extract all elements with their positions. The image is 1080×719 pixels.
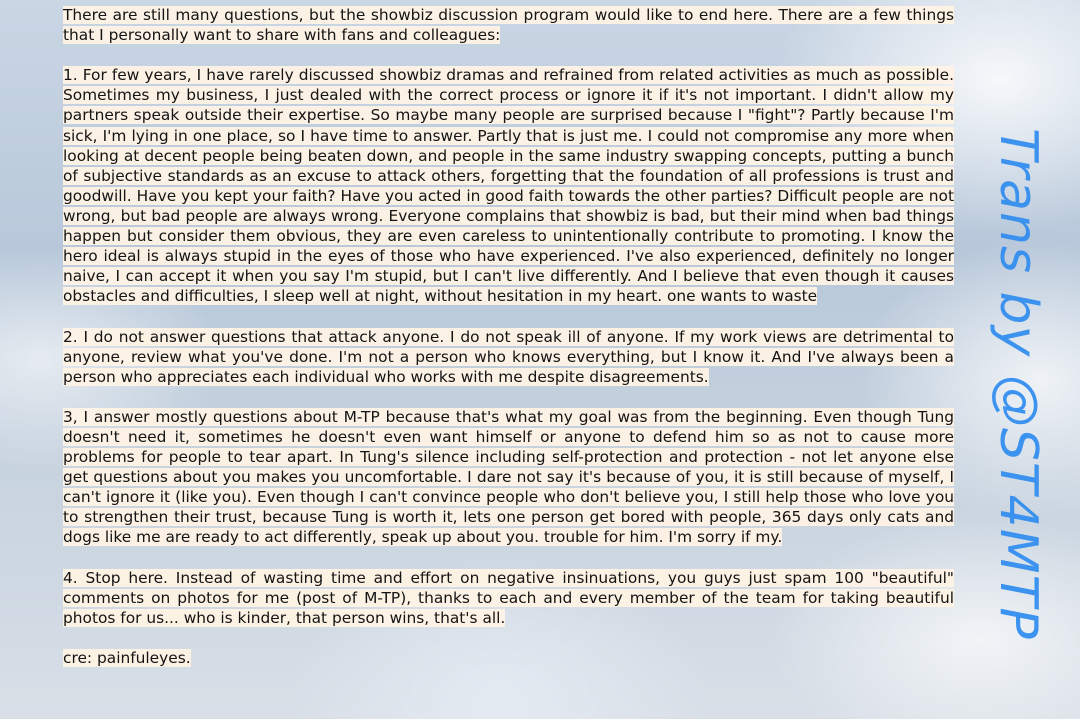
paragraph-intro — [63, 5, 954, 45]
paragraph-point-3 — [63, 407, 954, 548]
translated-post-text — [63, 5, 954, 688]
credit-line — [63, 648, 954, 668]
paragraph-point-4 — [63, 568, 954, 628]
credit-line-text: cre: painfuleyes. — [63, 649, 191, 667]
paragraph-point-4-text: 4. Stop here. Instead of wasting time and effort on negative insinuations, you guys just spam 100 "beautiful" comments on photos for me (post of M-TP), thanks to each and every member of the team for taking beautiful photos for us... who is kinder, that person wins, that's all. — [63, 568, 954, 627]
paragraph-point-1 — [63, 65, 954, 306]
paragraph-point-2-text: 2. I do not answer questions that attack anyone. I do not speak ill of anyone. If my work views are detrimental to anyone, review what you've done. I'm not a person who knows everything, but I know it. And I've always been a person who appreciates each individual who works with me despite disagreements. — [63, 327, 954, 386]
paragraph-point-2 — [63, 327, 954, 387]
paragraph-point-1-text: 1. For few years, I have rarely discussed showbiz dramas and refrained from related activities as much as possible. Sometimes my business, I just dealed with the correct process or ignore it if it's not important. I didn't allow my partners speak outside their expertise. So maybe many people are surprised because I "fight"? Partly because I'm sick, I'm lying in one place, so I have time to answer. Partly that is just me. I could not compromise any more when looking at decent people being beaten down, and people in the same industry swapping concepts, putting a bunch of subjective standards as an excuse to attack others, forgetting that the foundation of all professions is trust and goodwill. Have you kept your faith? Have you acted in good faith towards the other parties? Difficult people are not wrong, but bad people are always wrong. Everyone complains that showbiz is bad, but their mind when bad things happen but consider them obvious, they are even careless to unintentionally contribute to promoting. I know the hero ideal is always stupid in the eyes of those who have experienced. I've also experienced, definitely no longer naive, I can accept it when you say I'm stupid, but I can't live differently. And I believe that even though it causes obstacles and difficulties, I sleep well at night, without hesitation in my heart. one wants to waste — [63, 66, 954, 306]
paragraph-intro-text: There are still many questions, but the showbiz discussion program would like to end here. There are a few things that I personally want to share with fans and colleagues: — [63, 6, 954, 45]
paragraph-point-3-text: 3, I answer mostly questions about M-TP because that's what my goal was from the beginning. Even though Tung doesn't need it, sometimes he doesn't even want himself or anyone to defend him so as not to cause more problems for people to tear apart. In Tung's silence including self-protection and protection - not let anyone else get questions about you makes you uncomfortable. I dare not say it's because of you, it is still because of myself, I can't ignore it (like you). Even though I can't convince people who don't believe you, I still help those who love you to strengthen their trust, because Tung is worth it, lets one person get bored with people, 365 days only cats and dogs like me are ready to act differently, speak up about you. trouble for him. I'm sorry if my. — [63, 407, 954, 547]
translator-watermark: Trans by @ST4MTP — [988, 128, 1048, 640]
